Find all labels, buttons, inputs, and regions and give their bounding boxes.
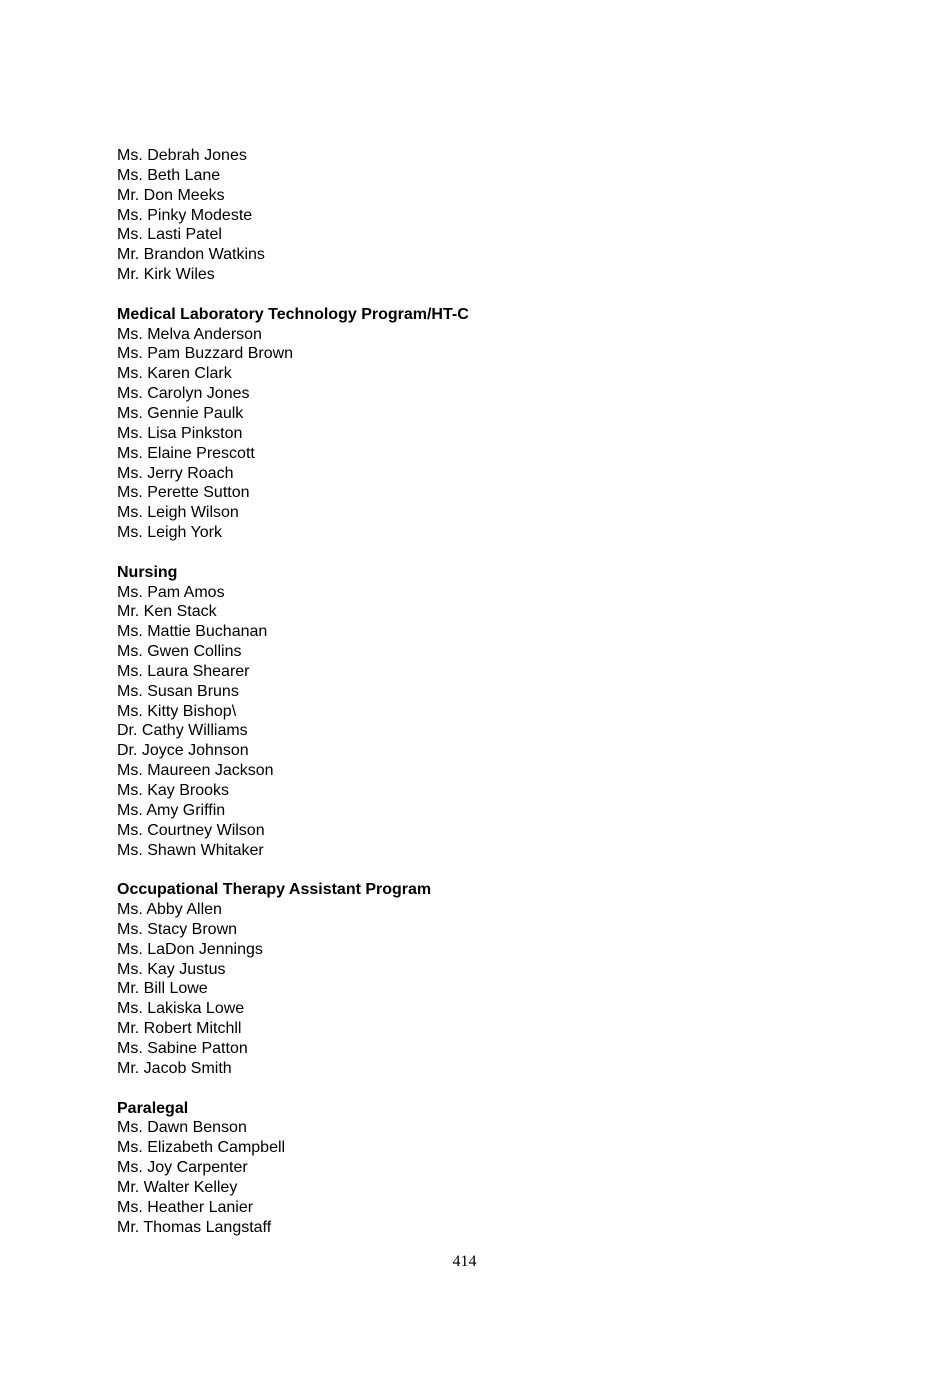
list-item: Ms. Gennie Paulk (117, 404, 244, 422)
list-item: Dr. Cathy Williams (117, 722, 248, 740)
section-occupational-therapy (117, 880, 817, 1078)
list-item: Mr. Ken Stack (117, 603, 217, 621)
list-item: Ms. Dawn Benson (117, 1119, 247, 1137)
list-item: Ms. Beth Lane (117, 166, 221, 184)
section-heading: Medical Laboratory Technology Program/HT-C (117, 305, 469, 323)
list-item: Mr. Brandon Watkins (117, 246, 265, 264)
list-item: Ms. Elizabeth Campbell (117, 1139, 286, 1157)
list-item: Ms. Laura Shearer (117, 662, 250, 680)
list-item: Ms. Perette Sutton (117, 484, 250, 502)
section-nursing (117, 563, 817, 861)
section-paralegal (117, 1099, 817, 1238)
list-item: Mr. Jacob Smith (117, 1059, 232, 1077)
list-item: Ms. Pam Amos (117, 583, 225, 601)
list-item: Mr. Robert Mitchll (117, 1020, 242, 1038)
list-item: Ms. Leigh York (117, 524, 222, 542)
list-item: Ms. Maureen Jackson (117, 762, 274, 780)
list-item: Ms. Kay Brooks (117, 782, 230, 799)
list-item: Ms. Susan Bruns (117, 682, 239, 700)
list-item: Mr. Don Meeks (117, 186, 225, 204)
section-heading: Occupational Therapy Assistant Program (117, 881, 432, 899)
list-item: Ms. Karen Clark (117, 365, 232, 383)
list-item: Ms. Gwen Collins (117, 643, 242, 661)
list-item: Mr. Kirk Wiles (117, 266, 215, 284)
list-item: Ms. Pinky Modeste (117, 206, 253, 224)
section-unnamed (117, 146, 817, 285)
list-item: Ms. Carolyn Jones (117, 385, 250, 403)
list-item: Dr. Joyce Johnson (117, 742, 249, 760)
list-item: Ms. Lakiska Lowe (117, 1000, 245, 1018)
list-item: Ms. Joy Carpenter (117, 1159, 248, 1177)
list-item: Ms. Shawn Whitaker (117, 841, 264, 859)
list-item: Ms. Jerry Roach (117, 464, 234, 482)
list-item: Ms. Abby Allen (117, 901, 222, 919)
list-item: Ms. Kitty Bishop\ (117, 702, 237, 720)
list-item: Ms. Mattie Buchanan (117, 623, 268, 641)
section-heading: Nursing (117, 563, 178, 581)
list-item: Ms. Kay Justus (117, 960, 226, 978)
list-item: Ms. Debrah Jones (117, 147, 247, 164)
list-item: Ms. Sabine Patton (117, 1039, 248, 1057)
list-item: Mr. Walter Kelley (117, 1178, 238, 1196)
roster-content (117, 146, 817, 1237)
section-heading: Paralegal (117, 1099, 189, 1117)
page-number: 414 (452, 1253, 477, 1270)
list-item: Ms. Lisa Pinkston (117, 424, 243, 442)
list-item: Ms. Elaine Prescott (117, 444, 255, 462)
list-item: Mr. Thomas Langstaff (117, 1218, 272, 1236)
list-item: Ms. LaDon Jennings (117, 940, 263, 958)
list-item: Ms. Pam Buzzard Brown (117, 345, 294, 363)
list-item: Ms. Leigh Wilson (117, 504, 239, 522)
list-item: Ms. Amy Griffin (117, 801, 226, 819)
list-item: Ms. Stacy Brown (117, 920, 238, 938)
section-medical-lab-tech (117, 305, 817, 543)
list-item: Ms. Heather Lanier (117, 1198, 254, 1216)
list-item: Ms. Courtney Wilson (117, 821, 265, 839)
list-item: Mr. Bill Lowe (117, 980, 208, 998)
list-item: Ms. Melva Anderson (117, 325, 262, 343)
list-item: Ms. Lasti Patel (117, 226, 222, 244)
